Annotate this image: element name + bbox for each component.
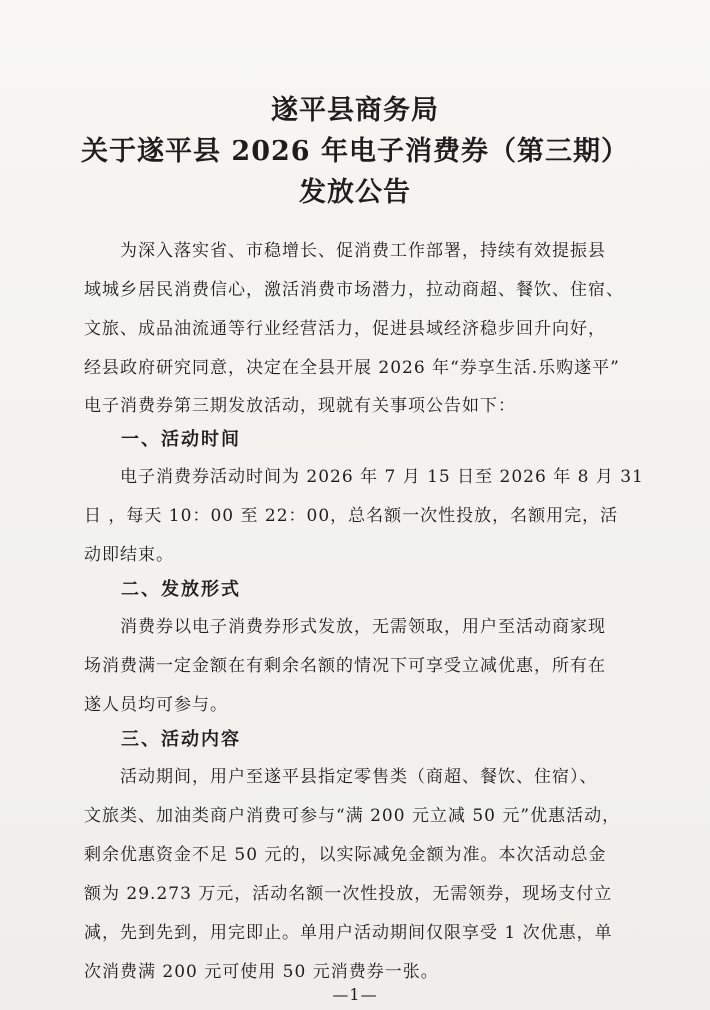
section-line: 动即结束。 xyxy=(84,545,174,565)
intro-line: 域城乡居民消费信心，激活消费市场潜力，拉动商超、餐饮、住宿、 xyxy=(84,280,624,300)
intro-line: 电子消费券第三期发放活动，现就有关事项公告如下： xyxy=(84,396,516,416)
section-line: 剩余优惠资金不足 50 元的，以实际减免金额为准。本次活动总金 xyxy=(84,845,607,865)
intro-line: 经县政府研究同意，决定在全县开展 2026 年“券享生活.乐购遂平” xyxy=(84,358,620,378)
title-subject: 关于遂平县 2026 年电子消费券（第三期） xyxy=(81,136,629,167)
section-line: 消费券以电子消费券形式发放，无需领取，用户至活动商家现 xyxy=(120,617,606,637)
section-line: 减，先到先到，用完即止。单用户活动期间仅限享受 1 次优惠，单 xyxy=(84,923,613,943)
section-line: 日 ，每天 10：00 至 22：00，总名额一次性投放，名额用完，活 xyxy=(84,506,619,526)
section-heading-content: 三、活动内容 xyxy=(121,729,241,750)
title-issuer: 遂平县商务局 xyxy=(271,95,439,126)
intro-line: 文旅、成品油流通等行业经营活力，促进县域经济稳步回升向好， xyxy=(84,319,606,339)
section-line: 额为 29.273 万元，活动名额一次性投放，无需领券，现场支付立 xyxy=(84,884,613,904)
section-heading-form: 二、发放形式 xyxy=(121,579,241,600)
section-line: 次消费满 200 元可使用 50 元消费券一张。 xyxy=(84,962,439,982)
intro-line: 为深入落实省、市稳增长、促消费工作部署，持续有效提振县 xyxy=(120,241,606,261)
section-line: 电子消费券活动时间为 2026 年 7 月 15 日至 2026 年 8 月 31 xyxy=(120,467,644,487)
section-line: 文旅类、加油类商户消费可参与“满 200 元立减 50 元”优惠活动， xyxy=(84,806,621,826)
document-title xyxy=(0,90,710,213)
section-line: 遂人员均可参与。 xyxy=(84,695,228,715)
page-number: —1— xyxy=(332,985,378,1004)
section-line: 活动期间，用户至遂平县指定零售类（商超、餐饮、住宿）、 xyxy=(120,767,598,787)
section-line: 场消费满一定金额在有剩余名额的情况下可享受立减优惠，所有在 xyxy=(84,656,606,676)
section-heading-time: 一、活动时间 xyxy=(121,429,241,450)
title-type: 发放公告 xyxy=(299,177,411,208)
